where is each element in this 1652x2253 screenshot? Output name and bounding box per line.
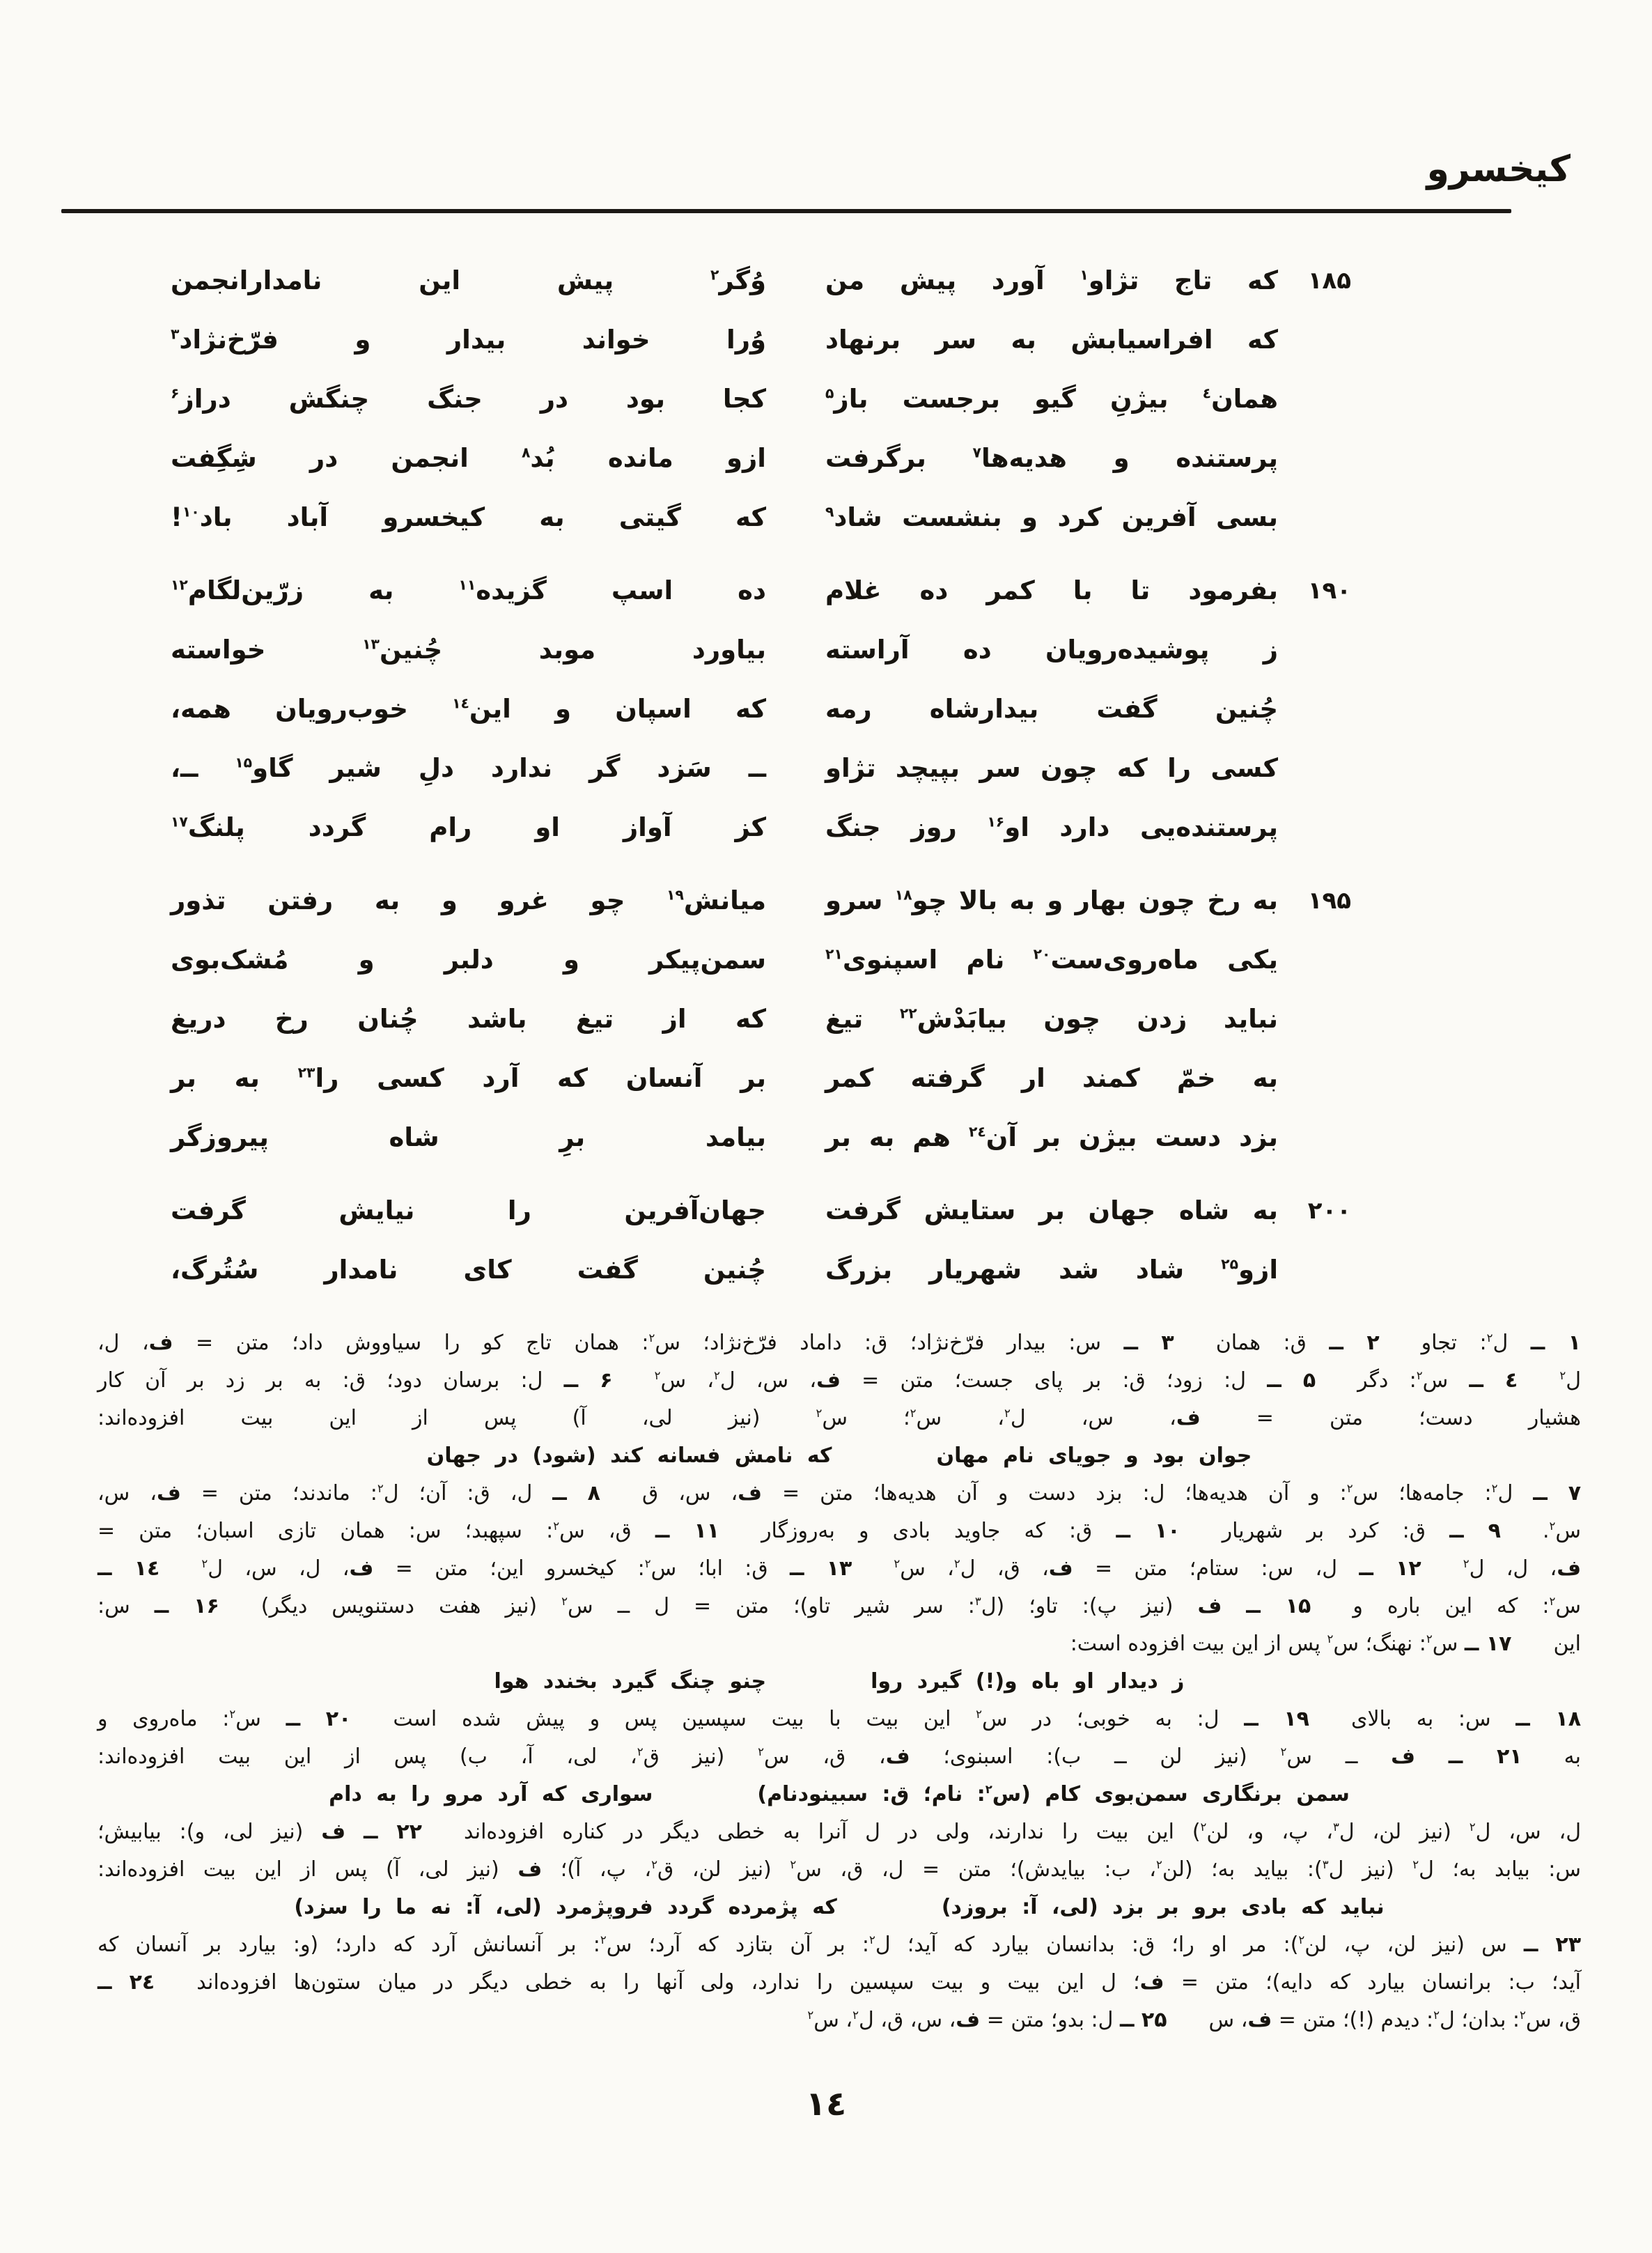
bold-siglum: ٢٤ ــ [98,1970,155,1995]
footnote-marker: ۹ [825,504,834,521]
apparatus-note-line: ف، ل، ل$^۲$ ۱۲ ــ ل، س: ستام؛ متن = ف، ق، ل$^۲$، س$^۲$ ۱۳ ــ ق: ابا؛ س$^۲$: کیخسرو این؛ متن = ف، ل، س، ل$^۲$ ١٤ ــ [98,1556,1582,1581]
verse-row [0,798,1351,857]
footnote-marker: ۲ [1426,1632,1433,1646]
bold-siglum: ف [1139,1970,1164,1995]
footnote-marker: ۲۳ [297,1064,315,1082]
footnote-marker: ۶ [171,385,180,403]
hemistich-left: چُنین گفت کای نامدار سُتُرگ، [171,1255,766,1285]
footnote-marker: ۲ [816,1407,823,1420]
footnote-marker: ۲ [644,1557,651,1571]
apparatus-added-verse [98,1663,1581,1701]
verse-row [0,310,1351,369]
apparatus-note-line: ۱ ــ ل$^۲$: تجاو ۲ ــ ق: همان ۳ ــ س: بیدار فرّخ‌نژاد؛ ق: داماد فرّخ‌نژاد؛ س$^۲$: همان تاج کو را سیاووش داد؛ متن = ف، ل، [98,1331,1581,1356]
hemistich-right: چُنین گفت بیدارشاه رمه [825,694,1278,725]
footnote-marker: ۱۲ [171,577,188,594]
footnote-marker: ۲ [1416,1369,1423,1383]
bold-siglum: ف [1247,2008,1272,2033]
verse-row [0,930,1351,989]
verse-row [0,1240,1351,1299]
verse-row [0,1181,1351,1240]
footnote-marker: ۲ [1433,2008,1440,2022]
bold-siglum: ۶ ــ [563,1368,613,1393]
bold-siglum: ف [1048,1556,1073,1581]
footnote-marker: ۲ [654,1369,661,1383]
bold-siglum: ۱۲ ــ [1359,1556,1421,1581]
footnote-marker: ١٤ [452,695,469,713]
footnote-marker: ۱۷ [171,814,188,831]
bold-siglum: ٤ ــ [1469,1368,1518,1393]
apparatus-verse-hemistich-left: که نامش فسانه کند (شود) در جهان [426,1443,832,1469]
footnote-marker: ۲۲ [899,1005,917,1023]
footnote-marker: ۲ [910,1407,917,1420]
apparatus-verse-hemistich-right: نباید که بادی برو بر بزد (لی، آ: بروزد) [941,1895,1385,1920]
apparatus-note-line: ۷ ــ ل$^۲$: جامه‌ها؛ س$^۲$: و آن هدیه‌ها؛ ل: بزد دست و آن هدیه‌ها؛ متن = ف، س، ق ۸ ــ ل، ق: آن؛ ل$^۲$: ماندند؛ متن = ف، س، [98,1481,1582,1506]
bold-siglum: ف [517,1857,543,1882]
apparatus-note-line: ۱۸ ــ س: به بالای ۱۹ ــ ل: به خوبی؛ در س$^۲$ این بیت با بیت سپسین پس و پیش شده است ۲۰ ــ س$^۲$: ماه‌روی و [98,1707,1582,1732]
hemistich-left: بر آنسان که آرد کسی را$^{۲۳}$ به بر [171,1063,766,1094]
footnote-marker: ۲ [600,1933,607,1947]
apparatus-verse-hemistich-right: جوان بود و جویای نام مهان [936,1443,1252,1469]
apparatus-note-line: س$^۲$. ۹ ــ ق: کرد بر شهریار ۱۰ ــ ق: که جاوید بادی و به‌روزگار ۱۱ ــ ق، س$^۲$: سپهبد؛ س: همان تازی اسبان؛ متن = [98,1519,1582,1544]
page-number: ١٤ [805,2084,847,2123]
bold-siglum: ۱۰ ــ [1116,1519,1180,1544]
footnote-marker: ۱۳ [362,636,380,653]
hemistich-left: که از تیغ باشد چُنان رخ دریغ [171,1004,766,1035]
apparatus-note-line: ق، س$^۲$: بدان؛ ل$^۲$: دیدم (!)؛ متن = ف، س ۲۵ ــ ل: بدو؛ متن = ف، س، ق، ل$^۲$، س$^۲$ [807,2008,1581,2033]
hemistich-left: کز آواز او رام گردد پلنگ$^{۱۷}$ [171,812,766,843]
footnote-marker: ۲ [651,1858,657,1872]
bold-siglum: ۷ ــ [1533,1481,1582,1506]
bold-siglum: ف [156,1481,181,1506]
footnote-marker: ۳ [1332,1820,1339,1834]
footnote-marker: ۲۱ [825,946,843,963]
verse-number: ۱۹۰ [1307,576,1351,605]
bold-siglum: ف [816,1368,841,1393]
footnote-marker: ۷ [972,444,981,462]
bold-siglum: ۲۱ ــ [1448,1744,1522,1770]
footnote-marker: ۲ [561,1595,568,1609]
bold-siglum: ف [1197,1594,1222,1619]
verse-row [0,620,1351,679]
footnote-marker: ۲ [637,1745,644,1759]
verse-row [0,1048,1351,1108]
footnote-marker: ۲ [377,1482,384,1496]
bold-siglum: ۱۸ ــ [1515,1707,1582,1732]
verse-row [0,989,1351,1048]
footnote-marker: ۲ [976,1708,982,1721]
hemistich-left: میانش$^{۱۹}$ چو غرو و به رفتن تذور [171,885,766,916]
bold-siglum: ف [956,2008,981,2033]
apparatus-note-line: س: بیابد به؛ ل$^۲$ (نیز ل$^۳$): بیاید به؛ (لن$^۲$، ب: بیایدش)؛ متن = ل، ق، س$^۲$ (نیز لن، ق$^۲$، پ، آ)؛ ف (نیز لی، آ) پس از این بیت افزوده‌اند: [98,1857,1581,1882]
footnote-marker: ۲ [894,1557,901,1571]
footnote-marker: ۲ [553,1519,560,1533]
apparatus-note-line: س$^۲$: که این باره و ۱۵ ــ ف (نیز پ): تاو؛ (ل$^۳$: سر شیر تاو)؛ متن = ل ــ س$^۲$ (نیز هفت دستنویس دیگر) ۱۶ ــ س: [98,1594,1582,1619]
footnote-marker: ۲ [1559,1369,1566,1383]
hemistich-right: که افراسیابش به سر برنهاد [825,325,1278,355]
hemistich-right: پرستنده و هدیه‌ها$^۷$ برگرفت [825,443,1278,474]
footnote-marker: ۲ [1469,1820,1476,1834]
hemistich-left: سمن‌پیکر و دلبر و مُشک‌بوی [171,945,766,975]
bold-siglum: ف [1391,1744,1415,1770]
bold-siglum: ۲۲ ــ [364,1820,422,1845]
footnote-marker: ۲ [648,1331,655,1345]
apparatus-verse-hemistich-left: که پژمرده گردد فروپژمرد (لی، آ: نه ما را سزد) [294,1895,837,1920]
bold-siglum: ۲۳ ــ [1523,1933,1582,1958]
verse-number: ۲۰۰ [1307,1196,1351,1225]
bold-siglum: ۱۱ ــ [655,1519,720,1544]
bold-siglum: ۱ ــ [1530,1331,1581,1356]
bold-siglum: ١٤ ــ [98,1556,160,1581]
bold-siglum: ف [885,1744,910,1770]
footnote-marker: ۲۰ [1033,946,1051,963]
footnote-marker: ۵ [825,385,834,403]
footnote-marker: ۲ [985,1783,992,1797]
bold-siglum: ف [738,1481,763,1506]
hemistich-right: بزد دست بیژن بر آن$^{٢٤}$ هم به بر [825,1122,1279,1153]
apparatus-verse-hemistich-left: چنو چنگ گیرد بخندد هوا [494,1669,767,1694]
footnote-marker: ۲ [807,2008,814,2022]
hemistich-right: همان$^٤$ بیژنِ گیو برجست باز$^۵$ [825,384,1278,415]
footnote-marker: ۲ [1463,1557,1470,1571]
hemistich-left: بیامد برِ شاه پیروزگر [171,1122,766,1153]
header-rule [61,209,1511,213]
footnote-marker: ۱۸ [894,887,912,904]
apparatus-note-line: ۲۳ ــ س (نیز لن، پ، لن$^۲$): مر او را؛ ق: بدانسان بیارد که آید؛ ل$^۲$: بر آن بتازد که آرد؛ س$^۲$: بر آنسانش آرد که دارد؛ (و: بیارد بر آنسان که [98,1933,1582,1958]
verse-row [0,369,1351,428]
apparatus-note-line: ل، س، ل$^۲$ (نیز لن، ل$^۳$، پ، و، لن$^۲$) این بیت را ندارند، ولی در ل آنرا به خطی دیگر در کناره افزوده‌اند ۲۲ ــ ف (نیز لی، و): بیابیش؛ [98,1820,1582,1845]
verse-row [0,679,1351,738]
hemistich-right: پرستنده‌یی دارد او$^{۱۶}$ روز جنگ [825,812,1278,843]
bold-siglum: ف [349,1556,374,1581]
hemistich-left: جهان‌آفرین را نیایش گرفت [171,1195,766,1226]
footnote-marker: ۲ [1520,2008,1526,2022]
hemistich-left: ده اسپ گزیده$^{۱۱}$ به زرّین‌لگام$^{۱۲}$ [171,575,766,606]
footnote-marker: ۱۱ [458,577,476,594]
footnote-marker: ۲ [1156,1858,1162,1872]
footnote-marker: ۱۶ [987,814,1005,831]
footnote-marker: ۲ [1549,1519,1556,1533]
verse-section [0,251,1652,1299]
bold-siglum: ۱۳ ــ [789,1556,852,1581]
bold-siglum: ف [148,1331,173,1356]
apparatus-added-verse [98,1776,1581,1813]
hemistich-right: ز پوشیده‌رویان ده آراسته [825,635,1278,665]
footnote-marker: ۲ [714,1369,720,1383]
bold-siglum: ۹ ــ [1449,1519,1501,1544]
footnote-marker: ۲ [1486,1331,1493,1345]
footnote-marker: ۲ [1298,1933,1305,1947]
footnote-marker: ۲ [1200,1820,1207,1834]
footnote-marker: ۲ [758,1745,764,1759]
footnote-marker: ۲ [201,1557,208,1571]
footnote-marker: ۲ [1346,1482,1353,1496]
footnote-marker: ۳ [1322,1858,1329,1872]
verse-row [0,488,1351,547]
bold-siglum: ۱۵ ــ [1246,1594,1311,1619]
verse-row [0,561,1351,620]
bold-siglum: ۱۹ ــ [1244,1707,1309,1732]
footnote-marker: ۲ [852,2008,859,2022]
bold-siglum: ف [1176,1406,1201,1431]
apparatus-note-line: هشیار دست؛ متن = ف، س، ل$^۲$، س$^۲$؛ س$^۲$ (نیز لی، آ) پس از این بیت افزوده‌اند: [98,1406,1581,1431]
hemistich-right: به رخ چون بهار و به بالا چو$^{۱۸}$ سرو [825,885,1278,916]
bold-siglum: ۸ ــ [552,1481,600,1506]
hemistich-left: که گیتی به کیخسرو آباد باد$^{۱۰}$! [171,502,766,533]
apparatus-added-verse [98,1889,1581,1926]
footnote-marker: ۸ [521,444,531,462]
hemistich-left: ازو مانده بُد$^۸$ انجمن در شِگِفت [171,443,766,474]
footnote-marker: ۳ [171,326,180,343]
apparatus-note-line: این ۱۷ ــ س$^۲$: نهنگ؛ س$^۲$ پس از این بیت افزوده است: [1070,1632,1581,1657]
footnote-marker: ۲ [229,1708,236,1721]
footnote-marker: ۲ [1412,1858,1419,1872]
footnote-marker: ۲ [953,1557,960,1571]
footnote-marker: ۱۰ [182,504,200,521]
bold-siglum: ۱۶ ــ [154,1594,219,1619]
apparatus-note-line: به ۲۱ ــ ف ــ س$^۲$ (نیز لن ــ ب): اسبنوی؛ ف، ق، س$^۲$ (نیز ق$^۲$، لی، آ، ب) پس از این بیت افزوده‌اند: [98,1744,1582,1770]
bold-siglum: ۲ ــ [1329,1331,1380,1356]
hemistich-right: کسی را که چون سر بپیچد تژاو [825,753,1278,784]
apparatus-note-line: ل$^۲$ ٤ ــ س$^۲$: دگر ۵ ــ ل: زود؛ ق: بر پای جست؛ متن = ف، س، ل$^۲$، س$^۲$ ۶ ــ ل: برسان دود؛ ق: به بر زد بر آن کار [98,1368,1581,1393]
bold-siglum: ۵ ــ [1267,1368,1316,1393]
footnote-marker: ۲ [790,1858,797,1872]
footnote-marker: ۲ [710,267,719,284]
apparatus-verse-hemistich-right: سمن برنگاری سمن‌بوی کام (س$^۲$: نام؛ ق: سبینودنام) [757,1782,1350,1807]
footnote-marker: ۲ [869,1933,875,1947]
apparatus-verse-hemistich-right: ز دیدار او باه و(!) گیرد روا [871,1669,1185,1694]
hemistich-left: کجا بود در جنگ چنگش دراز$^۶$ [171,384,766,415]
hemistich-left: بیاورد موبد چُنین$^{۱۳}$ خواسته [171,635,767,665]
footnote-marker: ۱۵ [235,754,253,772]
footnote-marker: ۲ [1491,1482,1498,1496]
bold-siglum: ۲۰ ــ [286,1707,352,1732]
footnote-marker: ۱۹ [667,887,684,904]
bold-siglum: ف [1557,1556,1582,1581]
hemistich-left: وُگر$^۲$ پیش این نامدارانجمن [171,265,766,296]
footnote-marker: ۲ [1549,1595,1556,1609]
bold-siglum: ف [321,1820,346,1845]
hemistich-left: که اسپان و این$^{١٤}$ خوب‌رویان همه، [171,694,766,725]
apparatus-added-verse [98,1437,1581,1475]
bold-siglum: ۲۵ ــ [1119,2008,1167,2033]
bold-siglum: ۳ ــ [1123,1331,1174,1356]
footnote-marker: ۱ [1080,267,1089,284]
footnote-marker: ۲ [1280,1745,1287,1759]
footnote-marker: ۲ [1004,1407,1011,1420]
hemistich-right: نباید زدن چون بیابَدْش$^{۲۲}$ تیغ [825,1004,1278,1035]
page-title: کیخسرو [1426,148,1571,190]
verse-number: ۱۹۵ [1307,886,1351,915]
hemistich-left: ــ سَزد گر ندارد دلِ شیر گاو$^{۱۵}$ ــ، [171,753,767,784]
footnote-marker: ۲۵ [1221,1256,1239,1273]
hemistich-right: که تاج تژاو$^۱$ آورد پیش من [825,265,1279,296]
footnote-marker: ۳ [974,1595,981,1609]
verse-number: ۱۸۵ [1307,266,1351,295]
hemistich-right: بفرمود تا با کمر ده غلام [825,575,1278,606]
apparatus-note-line: آید؛ ب: برانسان بیارد که دایه)؛ متن = ف؛ ل این بیت و بیت سپسین را ندارد، ولی آنها را به خطی دیگر در میان ستون‌ها افزوده‌اند ٢٤ ــ [98,1970,1581,1995]
hemistich-right: بسی آفرین کرد و بنشست شاد$^۹$ [825,502,1278,533]
apparatus-verse-hemistich-left: سواری که آرد مرو را به دام [329,1782,653,1807]
footnote-marker: ۲ [1327,1632,1334,1646]
footnote-marker: ٤ [1202,385,1212,403]
hemistich-right: به شاه جهان بر ستایش گرفت [825,1195,1278,1226]
hemistich-right: یکی ماه‌روی‌ست$^{۲۰}$ نام اسپنوی$^{۲۱}$ [825,945,1278,975]
verse-row [0,251,1351,310]
footnote-marker: ٢٤ [968,1124,986,1141]
hemistich-right: به خمّ کمند ار گرفته کمر [825,1063,1278,1094]
verse-row [0,738,1351,798]
hemistich-left: وُرا خواند بیدار و فرّخ‌نژاد$^۳$ [171,325,766,355]
page-header [0,0,1652,213]
hemistich-right: ازو$^{۲۵}$ شاد شد شهریار بزرگ [825,1255,1278,1285]
verse-row [0,1108,1351,1167]
verse-row [0,871,1351,930]
apparatus-section [98,1324,1581,2039]
bold-siglum: ۱۷ ــ [1464,1632,1512,1657]
verse-row [0,428,1351,488]
